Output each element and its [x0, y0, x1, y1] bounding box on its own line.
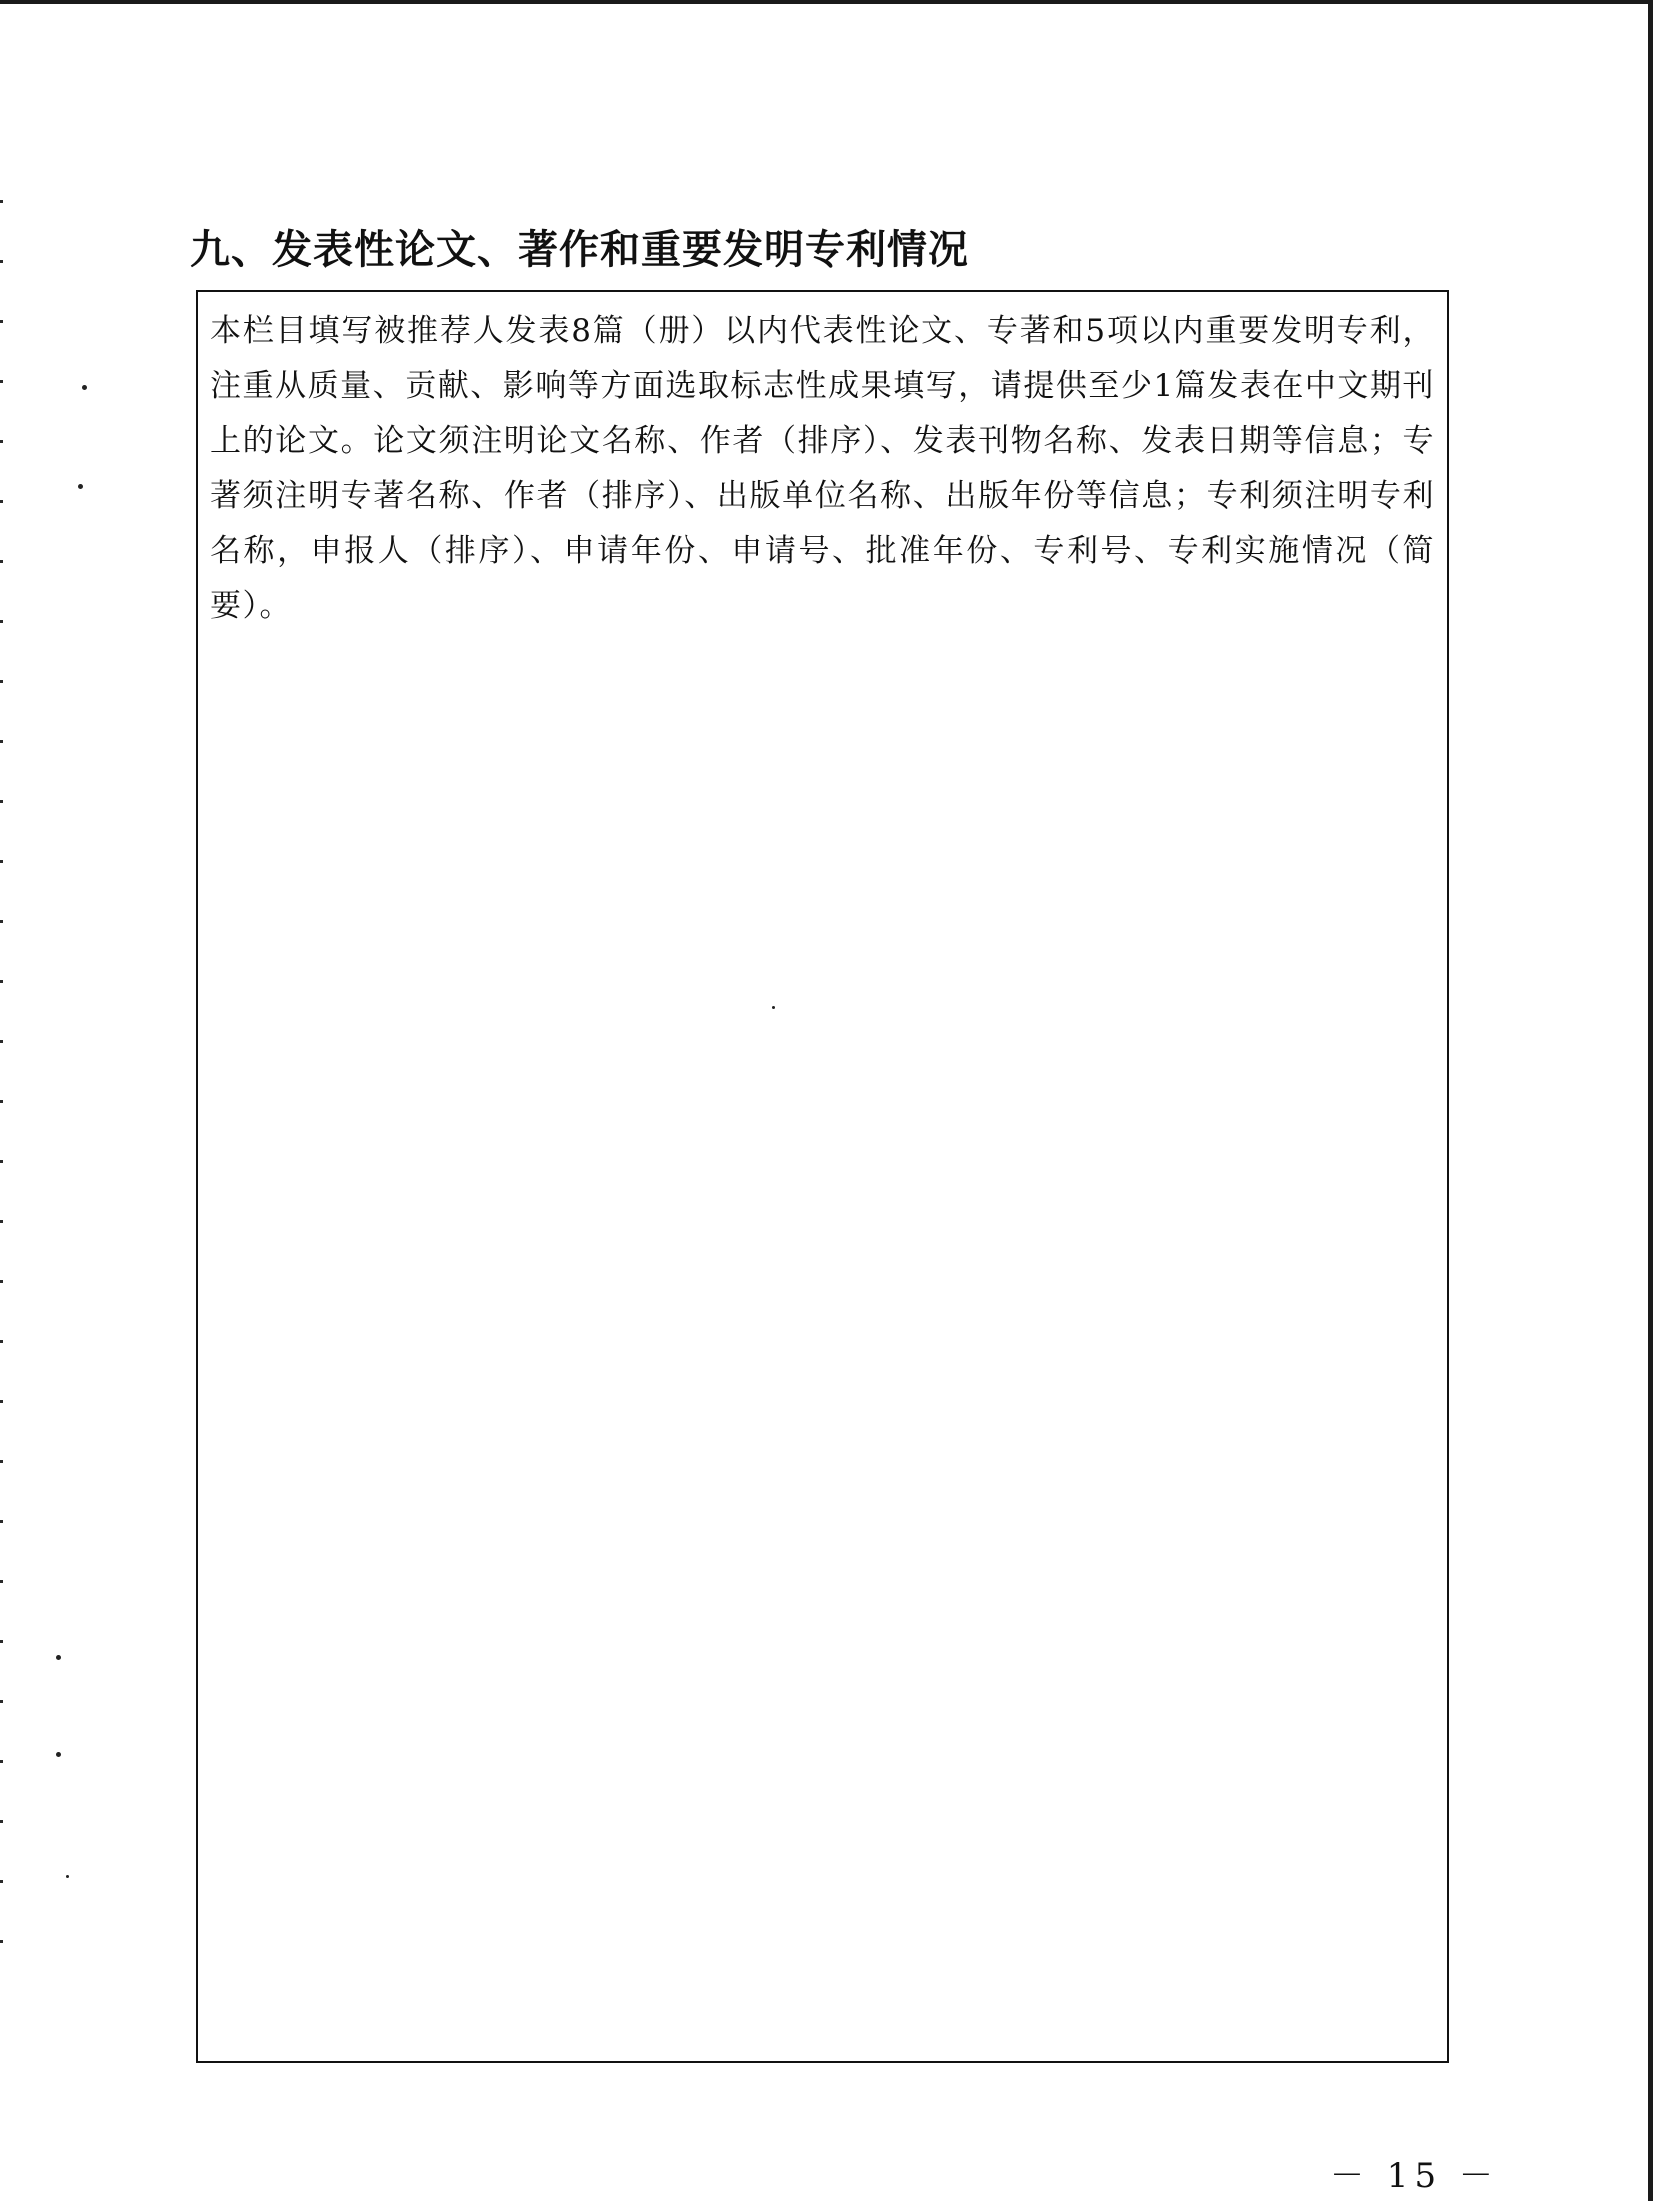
scan-edge-right: [1648, 0, 1653, 2201]
page-number: － 15 －: [1330, 2156, 1499, 2196]
section-title: 九、发表性论文、著作和重要发明专利情况: [190, 227, 969, 273]
scan-speck: [78, 484, 83, 489]
scan-edge-top: [0, 0, 1653, 4]
form-instructions: 本栏目填写被推荐人发表8篇（册）以内代表性论文、专著和5项以内重要发明专利，注重从质量、贡献、影响等方面选取标志性成果填写，请提供至少1篇发表在中文期刊上的论文。论文须注明论文名称、作者（排序）、发表刊物名称、发表日期等信息；专著须注明专著名称、作者（排序）、出版单位名称、出版年份等信息；专利须注明专利名称，申报人（排序）、申请年份、申请号、批准年份、专利号、专利实施情况（简要）。: [210, 313, 1435, 624]
scan-speck: [82, 385, 87, 390]
scan-edge-left: [0, 200, 3, 2000]
form-content-area[interactable]: [210, 652, 1435, 2049]
scan-speck: [66, 1875, 69, 1878]
scan-speck: [56, 1655, 61, 1660]
scan-speck: [56, 1752, 61, 1757]
form-box[interactable]: [196, 290, 1449, 2063]
